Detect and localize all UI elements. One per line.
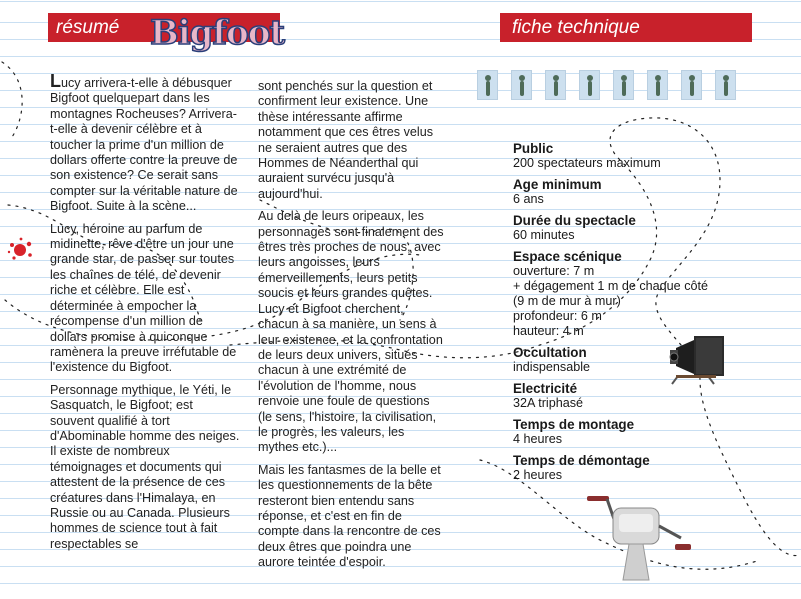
evolution-figure-icon: [715, 70, 736, 100]
resume-paragraph: Mais les fantasmes de la belle et les questionnements de la bête resteront bien entendu sans réponse, et c'est en fin de compte dans la rencontre de ces deux êtres que poindra une aurore teintée d'espoir.: [258, 462, 441, 570]
resume-paragraph: Lucy, héroine au parfum de midinette, rêve d'être un jour une grande star, de passer sur toutes les chaînes de télé, de devenir riche et célèbre. Elle est déterminée à empocher la récompense d'un million de dollars promise à quiconque ramènera la preuve irréfutable de l'existence du Bigfoot.: [50, 221, 237, 375]
resume-paragraph: Lucy arrivera-t-elle à débusquer Bigfoot quelquepart dans les montagnes Rocheuses? Arrivera-t-elle à devenir célèbre et à toucher la prime d'un million de dollars offerte contre la preuve de son existence? Ce serait sans compter sur la véritable nature de Bigfoot. Suite à la scène...: [50, 71, 238, 214]
evolution-figure-icon: [647, 70, 668, 100]
spec-duree: [513, 213, 753, 243]
spec-label: Temps de montage: [513, 417, 635, 432]
resume-column-1: [50, 71, 240, 559]
spec-value: profondeur: 6 m: [513, 309, 602, 323]
spec-age-minimum: [513, 177, 753, 207]
drop-cap: L: [50, 71, 61, 91]
spec-temps-demontage: [513, 453, 753, 483]
resume-paragraph: Au delà de leurs oripeaux, les personnages sont finalement des êtres très proches de nous, avec leurs angoisses, leurs émerveillements, leurs petits soucis et leurs grandes quêtes. Lucy et Bigfoot cherchent, chacun à sa manière, un sens à leur existence, et la confrontation de leurs deux univers, situés chacun à une extrémité de l'évolution de l'homme, nous renvoie une foule de questions (le sens, l'histoire, la civilisation, le progrès, les valeurs, les mythes etc.)...: [258, 209, 444, 455]
meat-grinder-icon: [585, 492, 695, 582]
vintage-camera-icon: [668, 330, 730, 386]
spec-value: 4 heures: [513, 432, 563, 446]
fiche-technique-band: [500, 13, 752, 42]
evolution-figure-icon: [579, 70, 600, 100]
evolution-figures: [477, 70, 757, 102]
spec-value: 60 minutes: [513, 228, 575, 242]
spec-value: 200 spectateurs maximum: [513, 156, 661, 170]
spec-value: 32A triphasé: [513, 396, 584, 410]
fiche-technique-title: fiche technique: [512, 17, 640, 38]
resume-paragraph: sont penchés sur la question et confirment leur existence. Une thèse intéressante affirme notamment que ces êtres velus ne seraient autres que des Hommes de Néanderthal qui auraient survécu jusqu'à aujourd'hui.: [258, 79, 434, 201]
spec-value: + dégagement 1 m de chaque côté: [513, 279, 708, 293]
spec-label: Temps de démontage: [513, 453, 650, 468]
spec-label: Durée du spectacle: [513, 213, 636, 228]
resume-paragraph: Personnage mythique, le Yéti, le Sasquatch, le Bigfoot; est souvent qualifié à tort d'Abominable homme des neiges. Il existe de nombreux témoignages et documents qui attestent de la présence de ces créatures dans l'Himalaya, en Russie ou au Canada. Plusieurs hommes de science tout à fait respectables se: [50, 382, 240, 551]
evolution-figure-icon: [545, 70, 566, 100]
spec-value: 2 heures: [513, 468, 563, 482]
resume-column-2: [258, 79, 444, 578]
spec-value: hauteur: 4 m: [513, 324, 584, 338]
evolution-figure-icon: [477, 70, 498, 100]
bigfoot-logo: Bigfoot: [150, 13, 285, 53]
spec-espace-scenique: [513, 249, 753, 339]
spec-label: Espace scénique: [513, 249, 622, 264]
spec-label: Age minimum: [513, 177, 602, 192]
spec-value: indispensable: [513, 360, 591, 374]
technical-specs: [513, 141, 753, 489]
spec-value: ouverture: 7 m: [513, 264, 595, 278]
red-splat-icon: [6, 235, 36, 265]
spec-temps-montage: [513, 417, 753, 447]
evolution-figure-icon: [511, 70, 532, 100]
spec-label: Occultation: [513, 345, 587, 360]
evolution-figure-icon: [681, 70, 702, 100]
spec-value: 6 ans: [513, 192, 544, 206]
evolution-figure-icon: [613, 70, 634, 100]
spec-public: [513, 141, 753, 171]
resume-title: résumé: [56, 17, 120, 38]
spec-label: Electricité: [513, 381, 578, 396]
spec-label: Public: [513, 141, 554, 156]
spec-value: (9 m de mur à mur): [513, 294, 621, 308]
